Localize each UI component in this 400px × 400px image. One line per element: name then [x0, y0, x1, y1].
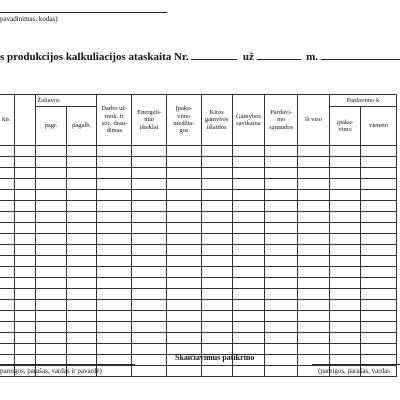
table-row [0, 245, 397, 256]
table-cell[interactable] [66, 245, 97, 256]
table-cell[interactable] [232, 311, 265, 322]
table-cell[interactable] [97, 168, 132, 179]
table-cell[interactable] [329, 278, 361, 289]
table-cell[interactable] [14, 157, 35, 168]
table-cell[interactable] [97, 333, 132, 344]
table-cell[interactable] [329, 322, 361, 333]
table-cell[interactable] [232, 256, 265, 267]
table-row [0, 278, 397, 289]
table-cell[interactable] [97, 256, 132, 267]
table-cell[interactable] [36, 190, 67, 201]
table-cell[interactable] [132, 212, 167, 223]
table-cell[interactable] [361, 267, 397, 278]
table-cell[interactable] [0, 333, 14, 344]
table-cell[interactable] [66, 179, 97, 190]
table-cell[interactable] [265, 223, 298, 234]
table-cell[interactable] [0, 190, 14, 201]
table-cell[interactable] [97, 179, 132, 190]
table-cell[interactable] [36, 289, 67, 300]
table-cell[interactable] [265, 322, 298, 333]
top-caption: pavadinimas, kodas) [0, 15, 58, 23]
table-cell[interactable] [265, 245, 298, 256]
table-cell[interactable] [97, 278, 132, 289]
table-cell[interactable] [97, 289, 132, 300]
table-cell[interactable] [66, 300, 97, 311]
table-cell[interactable] [97, 212, 132, 223]
spacer-cell [14, 146, 35, 157]
table-cell[interactable] [265, 344, 298, 355]
table-cell[interactable] [329, 289, 361, 300]
table-cell[interactable] [201, 278, 232, 289]
table-cell[interactable] [329, 311, 361, 322]
spacer-cell [201, 146, 232, 157]
table-cell[interactable] [232, 234, 265, 245]
table-cell[interactable] [0, 179, 14, 190]
table-cell[interactable] [36, 245, 67, 256]
table-cell[interactable] [132, 333, 167, 344]
table-row [0, 168, 397, 179]
left-signature-line [0, 364, 135, 365]
table-cell[interactable] [361, 201, 397, 212]
table-cell[interactable] [97, 190, 132, 201]
table-row [0, 289, 397, 300]
table-cell[interactable] [361, 190, 397, 201]
table-cell[interactable] [14, 190, 35, 201]
table-cell[interactable] [132, 267, 167, 278]
table-cell[interactable] [329, 245, 361, 256]
table-cell[interactable] [232, 278, 265, 289]
table-cell[interactable] [329, 179, 361, 190]
spacer-cell [265, 146, 298, 157]
table-cell[interactable] [298, 190, 330, 201]
table-row [0, 179, 397, 190]
table-row [0, 157, 397, 168]
table-cell[interactable] [329, 333, 361, 344]
col-header-3: Kitos gamybos išlaidos [201, 95, 232, 146]
table-cell[interactable] [298, 322, 330, 333]
table-cell[interactable] [167, 245, 202, 256]
table-cell[interactable] [201, 157, 232, 168]
table-cell[interactable] [97, 344, 132, 355]
table-cell[interactable] [66, 267, 97, 278]
table-cell[interactable] [167, 179, 202, 190]
spacer-cell [361, 146, 397, 157]
table-cell[interactable] [201, 322, 232, 333]
table-cell[interactable] [66, 344, 97, 355]
table-cell[interactable] [14, 168, 35, 179]
table-cell[interactable] [265, 212, 298, 223]
table-cell[interactable] [0, 344, 14, 355]
table-cell[interactable] [132, 355, 167, 366]
spacer-cell [66, 146, 97, 157]
table-cell[interactable] [167, 289, 202, 300]
table-cell[interactable] [201, 366, 232, 377]
table-cell[interactable] [329, 344, 361, 355]
table-cell[interactable] [167, 300, 202, 311]
table-cell[interactable] [14, 278, 35, 289]
table-cell[interactable] [132, 344, 167, 355]
table-cell[interactable] [265, 278, 298, 289]
table-cell[interactable] [265, 179, 298, 190]
table-cell[interactable] [361, 322, 397, 333]
table-cell[interactable] [14, 212, 35, 223]
table-cell[interactable] [298, 300, 330, 311]
table-cell[interactable] [132, 366, 167, 377]
col-header-0: Darbo už- mok. ir soc. drau- dimas [97, 95, 132, 146]
table-cell[interactable] [0, 245, 14, 256]
table-cell[interactable] [66, 168, 97, 179]
spacer-cell [36, 146, 67, 157]
table-row [0, 201, 397, 212]
table-cell[interactable] [0, 289, 14, 300]
col-blank-header [14, 95, 35, 146]
spacer-cell [329, 146, 361, 157]
table-cell[interactable] [232, 267, 265, 278]
table-cell[interactable] [265, 168, 298, 179]
table-cell[interactable] [361, 300, 397, 311]
table-cell[interactable] [0, 322, 14, 333]
table-cell[interactable] [0, 267, 14, 278]
table-cell[interactable] [298, 311, 330, 322]
table-cell[interactable] [167, 278, 202, 289]
table-cell[interactable] [265, 289, 298, 300]
table-cell[interactable] [265, 267, 298, 278]
table-cell[interactable] [329, 201, 361, 212]
table-cell[interactable] [0, 212, 14, 223]
table-cell[interactable] [232, 245, 265, 256]
table-cell[interactable] [14, 300, 35, 311]
table-cell[interactable] [66, 223, 97, 234]
table-cell[interactable] [361, 333, 397, 344]
table-cell[interactable] [167, 234, 202, 245]
table-cell[interactable] [66, 190, 97, 201]
col-header-2: Įpaka- vimo medžia- gos [167, 95, 202, 146]
table-cell[interactable] [298, 333, 330, 344]
table-cell[interactable] [329, 157, 361, 168]
table-cell[interactable] [298, 168, 330, 179]
table-row [0, 190, 397, 201]
col-header-5: Pardavi- mo sąnaudos [265, 95, 298, 146]
table-cell[interactable] [232, 300, 265, 311]
col-header-4: Gamybos savikaina [232, 95, 265, 146]
table-cell[interactable] [298, 234, 330, 245]
table-cell[interactable] [132, 157, 167, 168]
table-cell[interactable] [14, 256, 35, 267]
table-cell[interactable] [36, 201, 67, 212]
spacer-cell [167, 146, 202, 157]
table-row [0, 234, 397, 245]
table-cell[interactable] [167, 366, 202, 377]
table-cell[interactable] [14, 267, 35, 278]
col-header-6: Iš viso [298, 95, 330, 146]
col-header-1: Energeti- niai išteklai [132, 95, 167, 146]
table-cell[interactable] [329, 267, 361, 278]
table-cell[interactable] [361, 157, 397, 168]
col-first-header: kis [0, 95, 14, 146]
table-cell[interactable] [232, 322, 265, 333]
table-cell[interactable] [298, 179, 330, 190]
table-cell[interactable] [232, 179, 265, 190]
table-cell[interactable] [14, 322, 35, 333]
table-row [0, 300, 397, 311]
table-cell[interactable] [14, 179, 35, 190]
table-cell[interactable] [201, 300, 232, 311]
table-cell[interactable] [36, 333, 67, 344]
table-cell[interactable] [298, 245, 330, 256]
table-cell[interactable] [0, 300, 14, 311]
spacer-cell [97, 146, 132, 157]
table-cell[interactable] [132, 201, 167, 212]
table-cell[interactable] [66, 234, 97, 245]
table-cell[interactable] [0, 234, 14, 245]
table-cell[interactable] [298, 256, 330, 267]
table-cell[interactable] [66, 278, 97, 289]
table-cell[interactable] [201, 311, 232, 322]
spacer-cell [232, 146, 265, 157]
table-cell[interactable] [201, 223, 232, 234]
table-cell[interactable] [36, 344, 67, 355]
table-cell[interactable] [167, 201, 202, 212]
left-signature-caption: pareigos, parašas, vardas ir pavardė) [0, 367, 102, 375]
spacer-cell [132, 146, 167, 157]
table-cell[interactable] [97, 234, 132, 245]
table-cell[interactable] [132, 179, 167, 190]
table-cell[interactable] [0, 256, 14, 267]
spacer-cell [0, 146, 14, 157]
table-cell[interactable] [329, 212, 361, 223]
table-cell[interactable] [66, 157, 97, 168]
table-cell[interactable] [97, 311, 132, 322]
table-cell[interactable] [265, 234, 298, 245]
table-cell[interactable] [361, 289, 397, 300]
table-row [0, 256, 397, 267]
table-cell[interactable] [201, 212, 232, 223]
table-cell[interactable] [201, 179, 232, 190]
report-title-text: s produkcijos kalkuliacijos ataskaita Nr. [0, 51, 189, 63]
report-title [0, 50, 400, 63]
table-cell[interactable] [329, 300, 361, 311]
table-row [0, 311, 397, 322]
table-cell[interactable] [0, 201, 14, 212]
table-cell[interactable] [329, 223, 361, 234]
table-cell[interactable] [361, 223, 397, 234]
table-cell[interactable] [66, 311, 97, 322]
table-cell[interactable] [201, 256, 232, 267]
table-cell[interactable] [232, 289, 265, 300]
table-cell[interactable] [298, 201, 330, 212]
table-cell[interactable] [36, 223, 67, 234]
table-cell[interactable] [167, 267, 202, 278]
table-cell[interactable] [167, 168, 202, 179]
table-cell[interactable] [265, 311, 298, 322]
table-cell[interactable] [132, 322, 167, 333]
zaliavos-header: Žaliavos [36, 95, 97, 107]
table-cell[interactable] [132, 311, 167, 322]
table-cell[interactable] [232, 333, 265, 344]
pardavimo-sub-0: įpaka- vimo [329, 107, 361, 146]
table-cell[interactable] [14, 344, 35, 355]
table-cell[interactable] [201, 289, 232, 300]
table-cell[interactable] [132, 256, 167, 267]
table-cell[interactable] [36, 168, 67, 179]
table-cell[interactable] [97, 201, 132, 212]
table-cell[interactable] [132, 289, 167, 300]
table-cell[interactable] [36, 322, 67, 333]
table-cell[interactable] [132, 168, 167, 179]
table-cell[interactable] [14, 245, 35, 256]
calculation-table [0, 94, 397, 377]
table-cell[interactable] [97, 223, 132, 234]
table-cell[interactable] [329, 234, 361, 245]
table-cell[interactable] [0, 223, 14, 234]
table-cell[interactable] [361, 278, 397, 289]
table-cell[interactable] [66, 256, 97, 267]
table-cell[interactable] [167, 190, 202, 201]
table-cell[interactable] [265, 366, 298, 377]
table-cell[interactable] [14, 289, 35, 300]
table-cell[interactable] [329, 168, 361, 179]
table-cell[interactable] [361, 234, 397, 245]
table-cell[interactable] [167, 333, 202, 344]
table-cell[interactable] [361, 311, 397, 322]
table-cell[interactable] [36, 234, 67, 245]
table-cell[interactable] [201, 190, 232, 201]
table-cell[interactable] [298, 278, 330, 289]
top-name-line [0, 12, 167, 13]
table-cell[interactable] [298, 223, 330, 234]
table-cell[interactable] [232, 201, 265, 212]
table-cell[interactable] [167, 212, 202, 223]
table-cell[interactable] [97, 366, 132, 377]
table-cell[interactable] [361, 245, 397, 256]
table-cell[interactable] [361, 168, 397, 179]
table-row [0, 267, 397, 278]
table-cell[interactable] [232, 223, 265, 234]
table-cell[interactable] [329, 256, 361, 267]
table-cell[interactable] [232, 212, 265, 223]
table-row [0, 322, 397, 333]
table-cell[interactable] [0, 311, 14, 322]
table-cell[interactable] [265, 201, 298, 212]
table-cell[interactable] [36, 267, 67, 278]
table-cell[interactable] [265, 157, 298, 168]
table-cell[interactable] [167, 157, 202, 168]
table-cell[interactable] [329, 190, 361, 201]
table-cell[interactable] [97, 245, 132, 256]
table-cell[interactable] [265, 333, 298, 344]
table-cell[interactable] [232, 157, 265, 168]
table-cell[interactable] [167, 322, 202, 333]
table-cell[interactable] [167, 311, 202, 322]
table-cell[interactable] [265, 190, 298, 201]
for-label: už [242, 51, 254, 63]
table-row [0, 212, 397, 223]
table-cell[interactable] [66, 289, 97, 300]
pardavimo-header: Pardavimo k [329, 95, 396, 107]
table-cell[interactable] [167, 256, 202, 267]
table-cell[interactable] [14, 234, 35, 245]
table-cell[interactable] [36, 256, 67, 267]
table-cell[interactable] [97, 322, 132, 333]
table-cell[interactable] [298, 157, 330, 168]
table-cell[interactable] [298, 344, 330, 355]
table-cell[interactable] [132, 245, 167, 256]
table-cell[interactable] [201, 245, 232, 256]
table-cell[interactable] [167, 223, 202, 234]
table-cell[interactable] [132, 190, 167, 201]
table-cell[interactable] [265, 256, 298, 267]
table-cell[interactable] [36, 278, 67, 289]
year-blank[interactable] [321, 50, 400, 60]
table-cell[interactable] [201, 234, 232, 245]
table-row [0, 333, 397, 344]
table-cell[interactable] [132, 300, 167, 311]
table-cell[interactable] [0, 278, 14, 289]
table-cell[interactable] [14, 311, 35, 322]
table-cell[interactable] [14, 333, 35, 344]
table-cell[interactable] [361, 256, 397, 267]
table-cell[interactable] [66, 333, 97, 344]
table-cell[interactable] [132, 234, 167, 245]
table-cell[interactable] [0, 168, 14, 179]
report-number-blank[interactable] [191, 50, 237, 60]
table-cell[interactable] [36, 212, 67, 223]
table-cell[interactable] [201, 333, 232, 344]
table-cell[interactable] [361, 179, 397, 190]
checker-label: Skaičiavimus patikrino [175, 353, 255, 362]
table-cell[interactable] [66, 322, 97, 333]
table-cell[interactable] [201, 201, 232, 212]
table-cell[interactable] [232, 190, 265, 201]
table-cell[interactable] [361, 212, 397, 223]
table-cell[interactable] [201, 168, 232, 179]
table-cell[interactable] [232, 366, 265, 377]
table-cell[interactable] [66, 201, 97, 212]
pardavimo-sub-1: vieneto [361, 107, 397, 146]
period-blank[interactable] [257, 50, 301, 60]
table-cell[interactable] [0, 157, 14, 168]
table-cell[interactable] [232, 168, 265, 179]
spacer-cell [298, 146, 330, 157]
table-cell[interactable] [36, 300, 67, 311]
table-cell[interactable] [265, 300, 298, 311]
table-cell[interactable] [132, 278, 167, 289]
table-cell[interactable] [36, 157, 67, 168]
table-cell[interactable] [298, 267, 330, 278]
table-cell[interactable] [97, 267, 132, 278]
table-cell[interactable] [298, 289, 330, 300]
right-signature-line [312, 364, 400, 365]
table-cell[interactable] [97, 157, 132, 168]
table-row [0, 223, 397, 234]
table-cell[interactable] [132, 223, 167, 234]
table-cell[interactable] [97, 300, 132, 311]
right-signature-caption: (pareigos, parašas, vardas [318, 367, 390, 375]
year-label: m. [306, 51, 318, 63]
table-cell[interactable] [298, 212, 330, 223]
table-cell[interactable] [265, 355, 298, 366]
table-cell[interactable] [361, 344, 397, 355]
table-cell[interactable] [14, 223, 35, 234]
zaliavos-sub-0: pagr. [36, 107, 67, 146]
table-cell[interactable] [36, 311, 67, 322]
table-cell[interactable] [201, 267, 232, 278]
table-cell[interactable] [36, 179, 67, 190]
table-cell[interactable] [14, 201, 35, 212]
table-cell[interactable] [66, 212, 97, 223]
zaliavos-sub-1: pagalb. [66, 107, 97, 146]
